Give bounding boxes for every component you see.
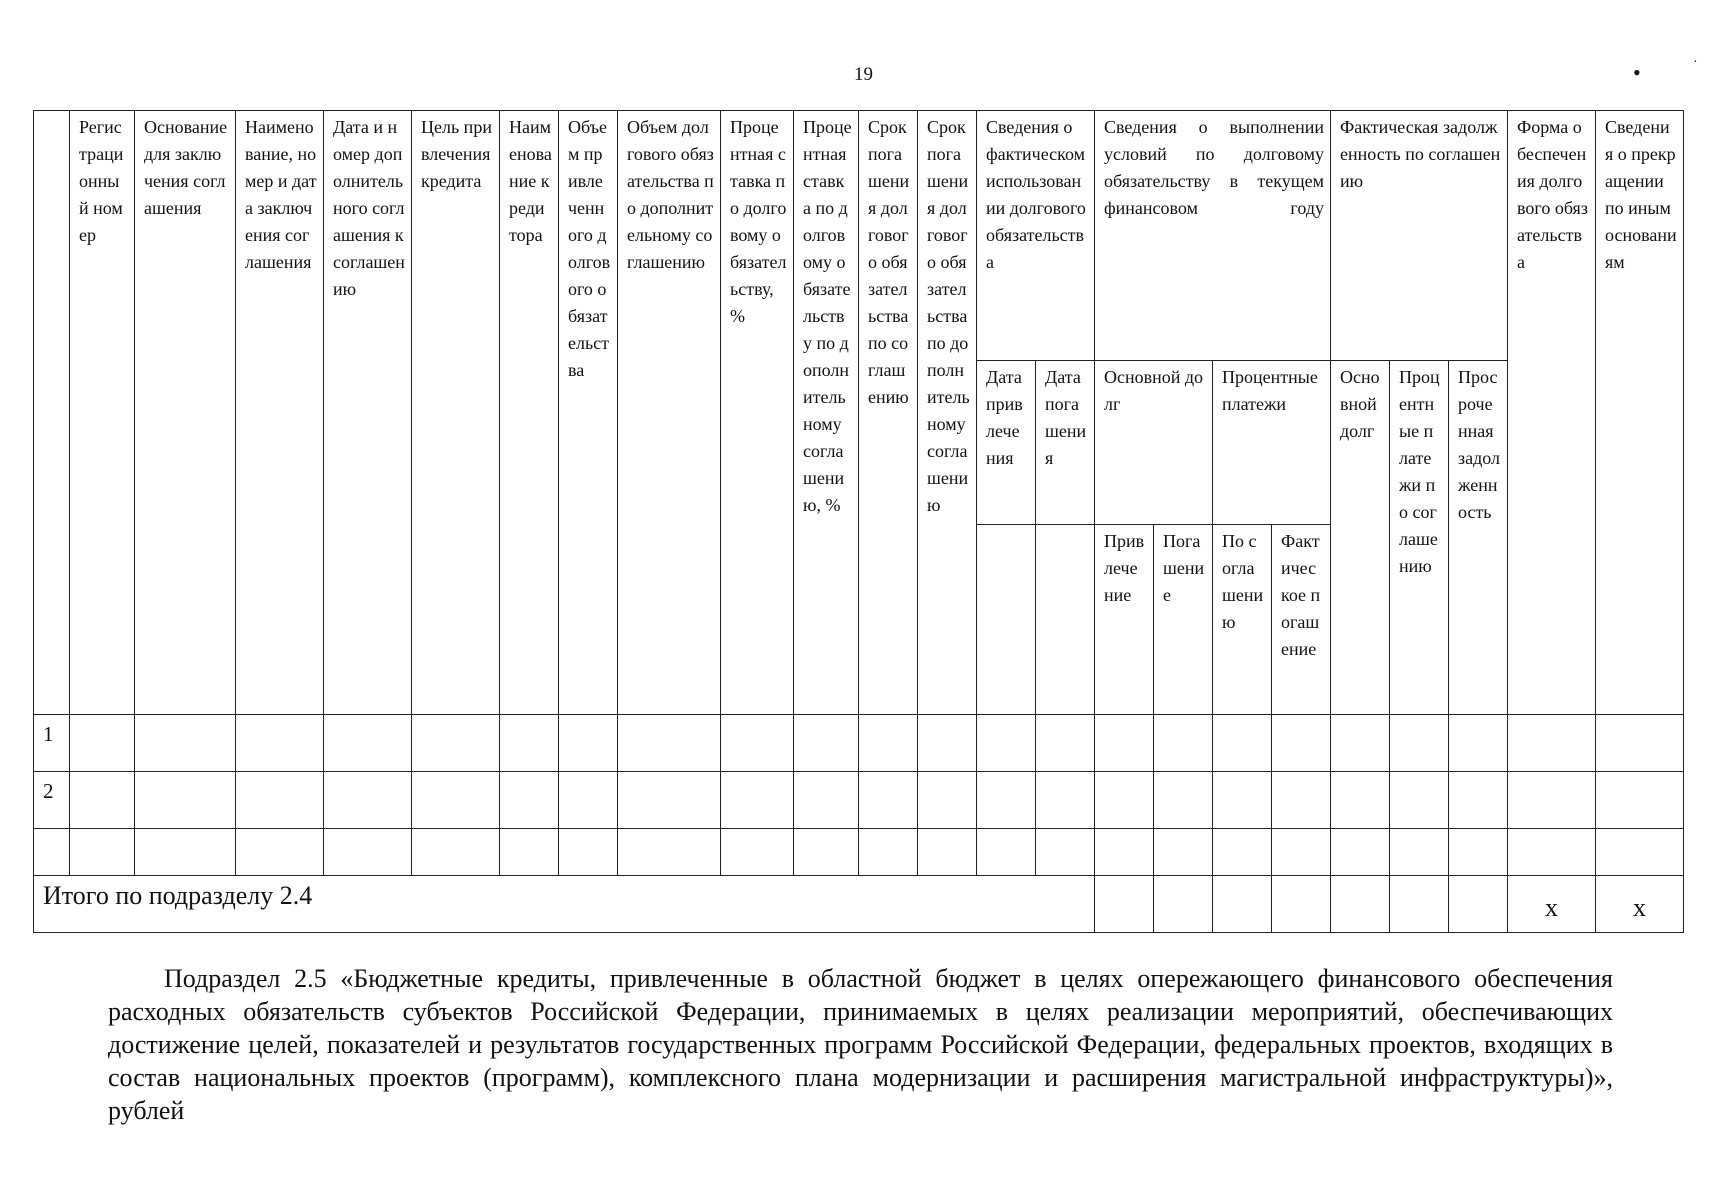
- header-date-attracted: Дата привлечения: [977, 361, 1036, 525]
- header-agreement-name: Наименование, номер и дата заключения соглашения: [236, 111, 324, 715]
- scan-speck: •: [1633, 60, 1641, 85]
- header-repaid: Погашение: [1154, 525, 1213, 715]
- header-debt-overdue: Просроченная задолженность: [1449, 361, 1508, 715]
- header-fulfillment: Сведения о выполнении условий по долговому обязательству в текущем финансовом году: [1095, 111, 1331, 361]
- header-interest-actual: Фактическое погашение: [1272, 525, 1331, 715]
- header-date-repaid-sub: [1036, 525, 1095, 715]
- header-purpose: Цель привлечения кредита: [412, 111, 500, 715]
- table-row: [34, 715, 1684, 772]
- header-debt-principal: Основной долг: [1331, 361, 1390, 715]
- header-termination: Сведения о прекращении по иным основаниям: [1596, 111, 1684, 715]
- total-security-x: x: [1508, 876, 1596, 933]
- table-row: [34, 829, 1684, 876]
- debt-registry-table: [33, 110, 1684, 933]
- table-row: [34, 772, 1684, 829]
- header-supplement-date: Дата и номер дополнительного соглашения к соглашению: [324, 111, 412, 715]
- scan-speck: ·: [1693, 55, 1698, 70]
- page-number: 19: [854, 64, 873, 85]
- header-debt-interest: Процентные платежи по соглашению: [1390, 361, 1449, 715]
- header-term-agreement: Срок погашения долгового обязательства по соглашению: [859, 111, 918, 715]
- header-date-attracted-sub: [977, 525, 1036, 715]
- header-rate-supplement: Процентная ставка по долговому обязательству по дополнительному соглашению, %: [794, 111, 859, 715]
- header-debt: Фактическая задолженность по соглашению: [1331, 111, 1508, 361]
- header-basis: Основание для заключения соглашения: [135, 111, 236, 715]
- row-number: 2: [34, 772, 70, 829]
- total-termination-x: x: [1596, 876, 1684, 933]
- header-volume-attracted: Объем привлеченного долгового обязательства: [559, 111, 618, 715]
- header-reg-number: Регистрационный номер: [70, 111, 135, 715]
- header-usage-info: Сведения о фактическом использовании долгового обязательства: [977, 111, 1095, 361]
- row-number: 1: [34, 715, 70, 772]
- header-creditor: Наименование кредитора: [500, 111, 559, 715]
- header-date-repaid: Дата погашения: [1036, 361, 1095, 525]
- header-attracted: Привлечение: [1095, 525, 1154, 715]
- header-volume-supplement: Объем долгового обязательства по дополнительному соглашению: [618, 111, 721, 715]
- header-interest: Процентные платежи: [1213, 361, 1331, 525]
- subsection-heading: Подраздел 2.5 «Бюджетные кредиты, привлеченные в областной бюджет в целях опережающего финансового обеспечения расходных обязательств субъектов Российской Федерации, принимаемых в целях реализации мероприятий, обеспечивающих достижение целей, показателей и результатов государственных программ Российской Федерации, федеральных проектов, входящих в состав национальных проектов (программ), комплексного плана модернизации и расширения магистральной инфраструктуры)», рублей: [108, 964, 1613, 1125]
- header-index-cell: [34, 111, 70, 715]
- total-label: Итого по подразделу 2.4: [34, 876, 1095, 933]
- header-term-supplement: Срок погашения долгового обязательства по дополнительному соглашению: [918, 111, 977, 715]
- header-security-form: Форма обеспечения долгового обязательства: [1508, 111, 1596, 715]
- header-interest-agreement: По соглашению: [1213, 525, 1272, 715]
- total-row: [34, 876, 1684, 933]
- header-principal: Основной долг: [1095, 361, 1213, 525]
- header-rate: Процентная ставка по долговому обязательству, %: [721, 111, 794, 715]
- row-number: [34, 829, 70, 876]
